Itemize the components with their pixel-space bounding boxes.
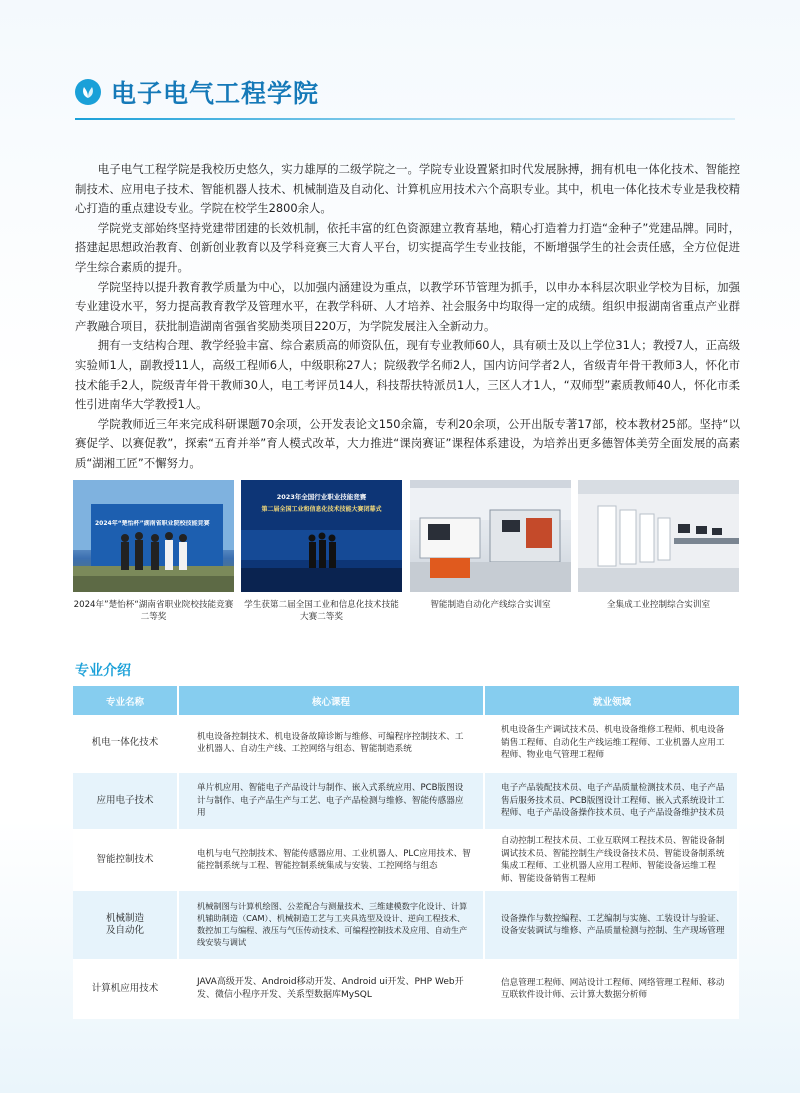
photo-banner-line2: 第二届全国工业和信息化技术技能大赛闭幕式 [261,506,382,513]
table-row [73,715,739,773]
major-name-line: 机械制造 [105,912,144,924]
major-courses: 电机与电气控制技术、智能传感器应用、工业机器人、PLC应用技术、智能控制系统与工程、智能控制系统集成与安装、工控网络与组态 [179,831,485,891]
intro-text [75,160,740,474]
column-header: 专业名称 [73,686,179,715]
major-courses: 机械制图与计算机绘图、公差配合与测量技术、三维建模数字化设计、计算机辅助制造（CAM）、机械制造工艺与工夹具选型及设计、逆向工程技术、数控加工与编程、液压与气压传动技术、可编程控制技术及应用、自动生产线安装与调试 [179,891,485,961]
header-divider [75,118,735,120]
photo-caption: 学生获第二届全国工业和信息化技术技能大赛二等奖 [244,600,399,622]
column-header: 核心课程 [179,686,485,715]
major-careers: 设备操作与数控编程、工艺编制与实施、工装设计与验证、设备安装调试与维修、产品质量检测与控制、生产现场管理 [485,891,739,961]
photo-caption: 2024年”楚怡杯“湖南省职业院校技能竞赛二等奖 [73,600,234,622]
major-courses: JAVA高级开发、Android移动开发、Android ui开发、PHP Web开发、微信小程序开发、关系型数据库MySQL [179,961,485,1019]
table-row [73,891,739,961]
photo-caption: 全集成工业控制综合实训室 [606,600,711,610]
photo-banner-text: 2024年“楚怡杯”湖南省职业院校技能竞赛 [95,520,210,527]
major-courses: 机电设备控制技术、机电设备故障诊断与维修、可编程序控制技术、工业机器人、自动生产线、工控网络与组态、智能制造系统 [179,715,485,773]
intro-paragraph: 学院坚持以提升教育教学质量为中心，以加强内涵建设为重点，以教学环节管理为抓手，以申办本科层次职业学校为目标，加强专业建设水平，努力提高教育教学及管理水平，在教学科研、人才培养、社会服务中均取得一定的成绩。组织申报湖南省重点产业群产教融合项目，获批制造湖南省强省奖励类项目220万，为学院发展注入全新动力。 [75,279,740,333]
photo-caption: 智能制造自动化产线综合实训室 [430,600,551,610]
major-careers: 自动控制工程技术员、工业互联网工程技术员、智能设备制调试技术员、智能控制生产线设备技术员、智能设备制系统集成工程师、工业机器人应用工程师、智能设备运维工程师、智能设备销售工程师 [485,831,739,891]
major-name: 计算机应用技术 [73,961,179,1019]
table-row [73,961,739,1019]
section-title-majors: 专业介绍 [75,663,131,679]
major-name: 机电一体化技术 [73,715,179,773]
column-header: 就业领域 [485,686,739,715]
table-row [73,773,739,831]
major-courses: 单片机应用、智能电子产品设计与制作、嵌入式系统应用、PCB版图设计与制作、电子产品生产与工艺、电子产品检测与维修、智能传感器应用 [179,773,485,831]
table-header-row [73,686,739,715]
photo-lab-automation [410,480,571,592]
intro-paragraph: 学院党支部始终坚持党建带团建的长效机制，依托丰富的红色资源建立教育基地，精心打造着力打造“金种子”党建品牌。同时，搭建起思想政治教育、创新创业教育以及学科竞赛三大育人平台，切实提高学生专业技能，不断增强学生的社会责任感，全方位促进学生综合素质的提升。 [75,220,740,274]
major-name [73,891,179,961]
page-header [75,74,319,110]
major-name: 智能控制技术 [73,831,179,891]
photo-banner-line1: 2023年全国行业职业技能竞赛 [276,493,367,501]
photo-gallery [73,480,739,622]
intro-paragraph: 电子电气工程学院是我校历史悠久，实力雄厚的二级学院之一。学院专业设置紧扣时代发展脉搏，拥有机电一体化技术、智能控制技术、应用电子技术、智能机器人技术、机械制造及自动化、计算机应用技术六个高职专业。其中，机电一体化技术专业是我校精心打造的重点建设专业。学院在校学生2800余人。 [75,162,740,216]
majors-table [73,686,739,1019]
table-row [73,831,739,891]
photo-award-national [241,480,402,592]
photo-lab-control [578,480,739,592]
major-careers: 信息管理工程师、网站设计工程师、网络管理工程师、移动互联软件设计师、云计算大数据分析师 [485,961,739,1019]
major-careers: 电子产品装配技术员、电子产品质量检测技术员、电子产品售后服务技术员、PCB版图设计工程师、嵌入式系统设计工程师、电子产品设备操作技术员、电子产品设备维护技术员 [485,773,739,831]
intro-paragraph: 拥有一支结构合理、教学经验丰富、综合素质高的师资队伍，现有专业教师60人，具有硕士及以上学位31人；教授7人，正高级实验师1人，副教授11人，高级工程师6人，中级职称27人；院级教学名师2人，国内访问学者2人，省级青年骨干教师3人，怀化市技术能手2人，院级青年骨干教师30人，电工考评员14人，科技帮扶特派员1人，三区人才1人，“双师型”素质教师40人，怀化市柔性引进南华大学教授1人。 [75,338,740,412]
page-title: 电子电气工程学院 [111,79,320,108]
major-name-line: 及自动化 [105,925,144,936]
major-name: 应用电子技术 [73,773,179,831]
photo-award-chuyi [73,480,234,592]
major-careers: 机电设备生产调试技术员、机电设备维修工程师、机电设备销售工程师、自动化生产线运维工程师、工业机器人应用工程师、物业电气管理工程师 [485,715,739,773]
leaf-icon [75,79,101,105]
intro-paragraph: 学院教师近三年来完成科研课题70余项，公开发表论文150余篇，专利20余项，公开出版专著17部，校本教材25部。坚持“以赛促学、以赛促教”，探索“五育并举”育人模式改革，大力推进“课岗赛证”课程体系建设，为培养出更多德智体美劳全面发展的高素质“湖湘工匠”不懈努力。 [75,416,740,470]
